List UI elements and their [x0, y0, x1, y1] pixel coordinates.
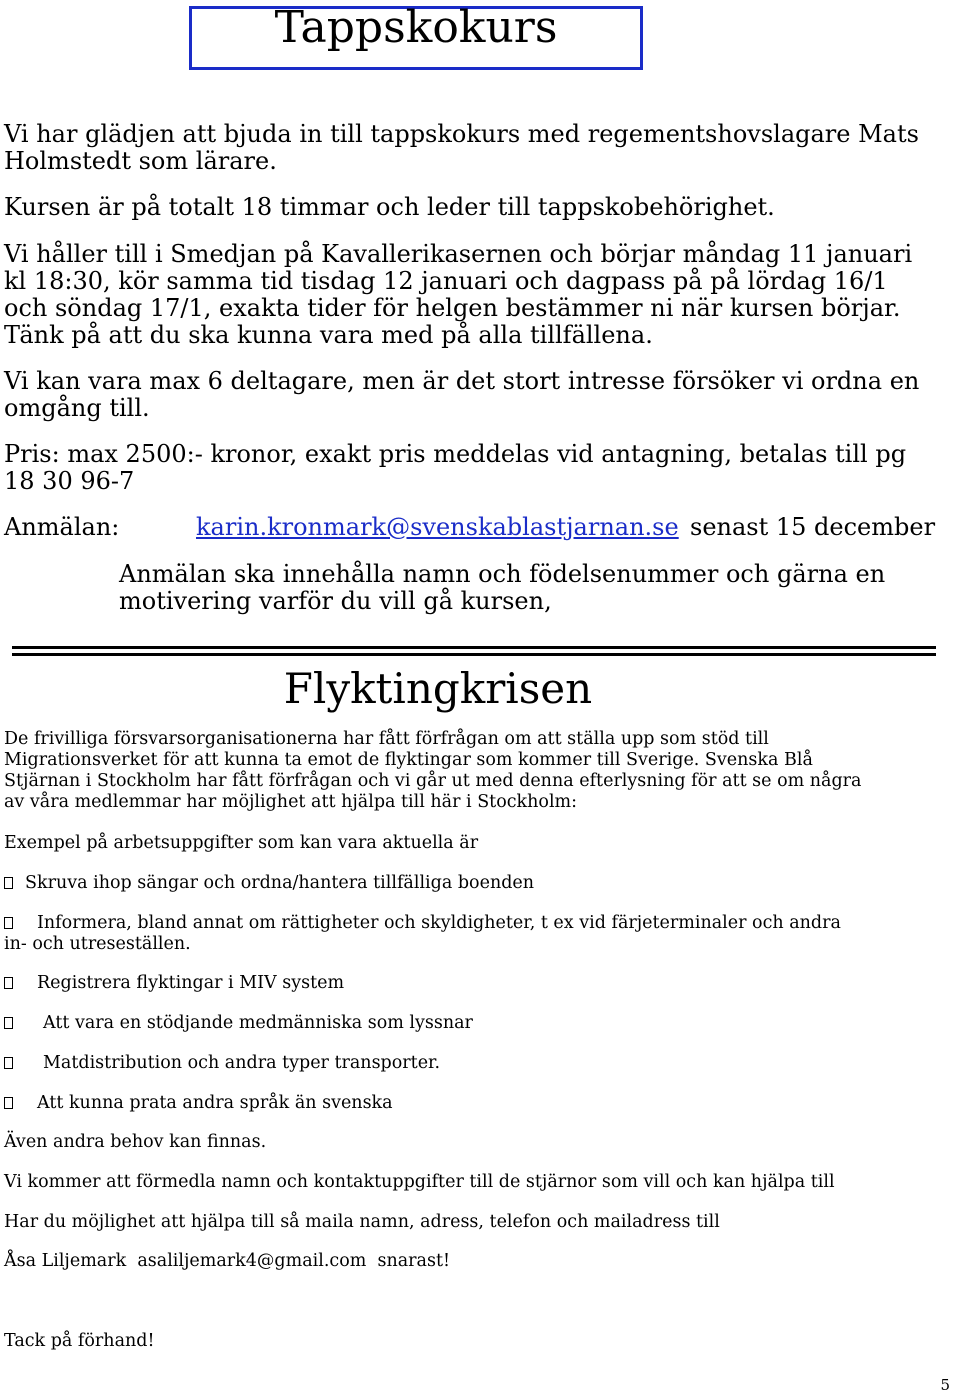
course-price: Pris: max 2500:- kronor, exakt pris meddelas vid antagning, betalas till pg 18 30 96-7	[4, 440, 907, 495]
course-capacity: Vi kan vara max 6 deltagare, men är det stort intresse försöker vi ordna en omgång till.	[4, 367, 920, 422]
bullet-icon	[4, 877, 13, 889]
refugee-intro: De frivilliga försvarsorganisationerna har fått förfrågan om att ställa upp som stöd till Migrationsverket för att kunna ta emot de flyktingar som kommer till Sverige. Svenska Blå Stjärnan i Stockholm har fått förfrågan och vi går ut med denna efterlysning för att se om några av våra medlemmar har möjlighet att hjälpa till här i Stockholm:	[4, 729, 862, 812]
contact-email[interactable]: asaliljemark4@gmail.com	[137, 1251, 367, 1271]
other-needs: Även andra behov kan finnas.	[4, 1132, 267, 1152]
signup-note: Anmälan ska innehålla namn och födelsenummer och gärna en motivering varför du vill gå kursen,	[119, 560, 886, 615]
page-number: 5	[940, 1376, 950, 1394]
course-intro: Vi har glädjen att bjuda in till tappskokurs med regementshovslagare Mats Holmstedt som lärare.	[4, 120, 919, 175]
course-schedule: Vi håller till i Smedjan på Kavallerikasernen och börjar måndag 11 januari kl 18:30, kör samma tid tisdag 12 januari och dagpass på på lördag 16/1 och söndag 17/1, exakta tider för helgen bestämmer ni när kursen börjar. Tänk på att du ska kunna vara med på alla tillfällena.	[4, 240, 913, 349]
task-item: Att vara en stödjande medmänniska som lyssnar	[4, 1013, 904, 1034]
course-title: Tappskokurs	[274, 2, 558, 53]
mediate-text: Vi kommer att förmedla namn och kontaktuppgifter till de stjärnor som vill och kan hjälpa till	[4, 1172, 835, 1192]
task-item: Att kunna prata andra språk än svenska	[4, 1093, 904, 1114]
bullet-icon	[4, 977, 13, 989]
divider-line-top	[12, 646, 936, 649]
signup-label: Anmälan:	[4, 513, 120, 541]
examples-heading: Exempel på arbetsuppgifter som kan vara aktuella är	[4, 833, 479, 853]
task-item: Registrera flyktingar i MIV system	[4, 973, 904, 994]
task-item: Informera, bland annat om rättigheter och skyldigheter, t ex vid färjeterminaler och andra in- och utreseställen.	[4, 913, 841, 954]
request-text: Har du möjlighet att hjälpa till så maila namn, adress, telefon och mailadress till	[4, 1212, 720, 1232]
signup-deadline: senast 15 december	[690, 513, 936, 541]
bullet-icon	[4, 1097, 13, 1109]
task-item: Skruva ihop sängar och ordna/hantera tillfälliga boenden	[4, 873, 904, 894]
course-hours: Kursen är på totalt 18 timmar och leder till tappskobehörighet.	[4, 193, 775, 221]
thanks-text: Tack på förhand!	[4, 1331, 155, 1351]
contact-line	[4, 1251, 904, 1272]
signup-email-link[interactable]: karin.kronmark@svenskablastjarnan.se	[196, 513, 679, 541]
divider-line-bottom	[12, 653, 936, 656]
bullet-icon	[4, 917, 13, 929]
contact-suffix: snarast!	[377, 1251, 451, 1271]
refugee-title: Flyktingkrisen	[283, 664, 593, 713]
bullet-icon	[4, 1057, 13, 1069]
contact-name: Åsa Liljemark	[4, 1251, 127, 1271]
bullet-icon	[4, 1017, 13, 1029]
task-item: Matdistribution och andra typer transporter.	[4, 1053, 904, 1074]
